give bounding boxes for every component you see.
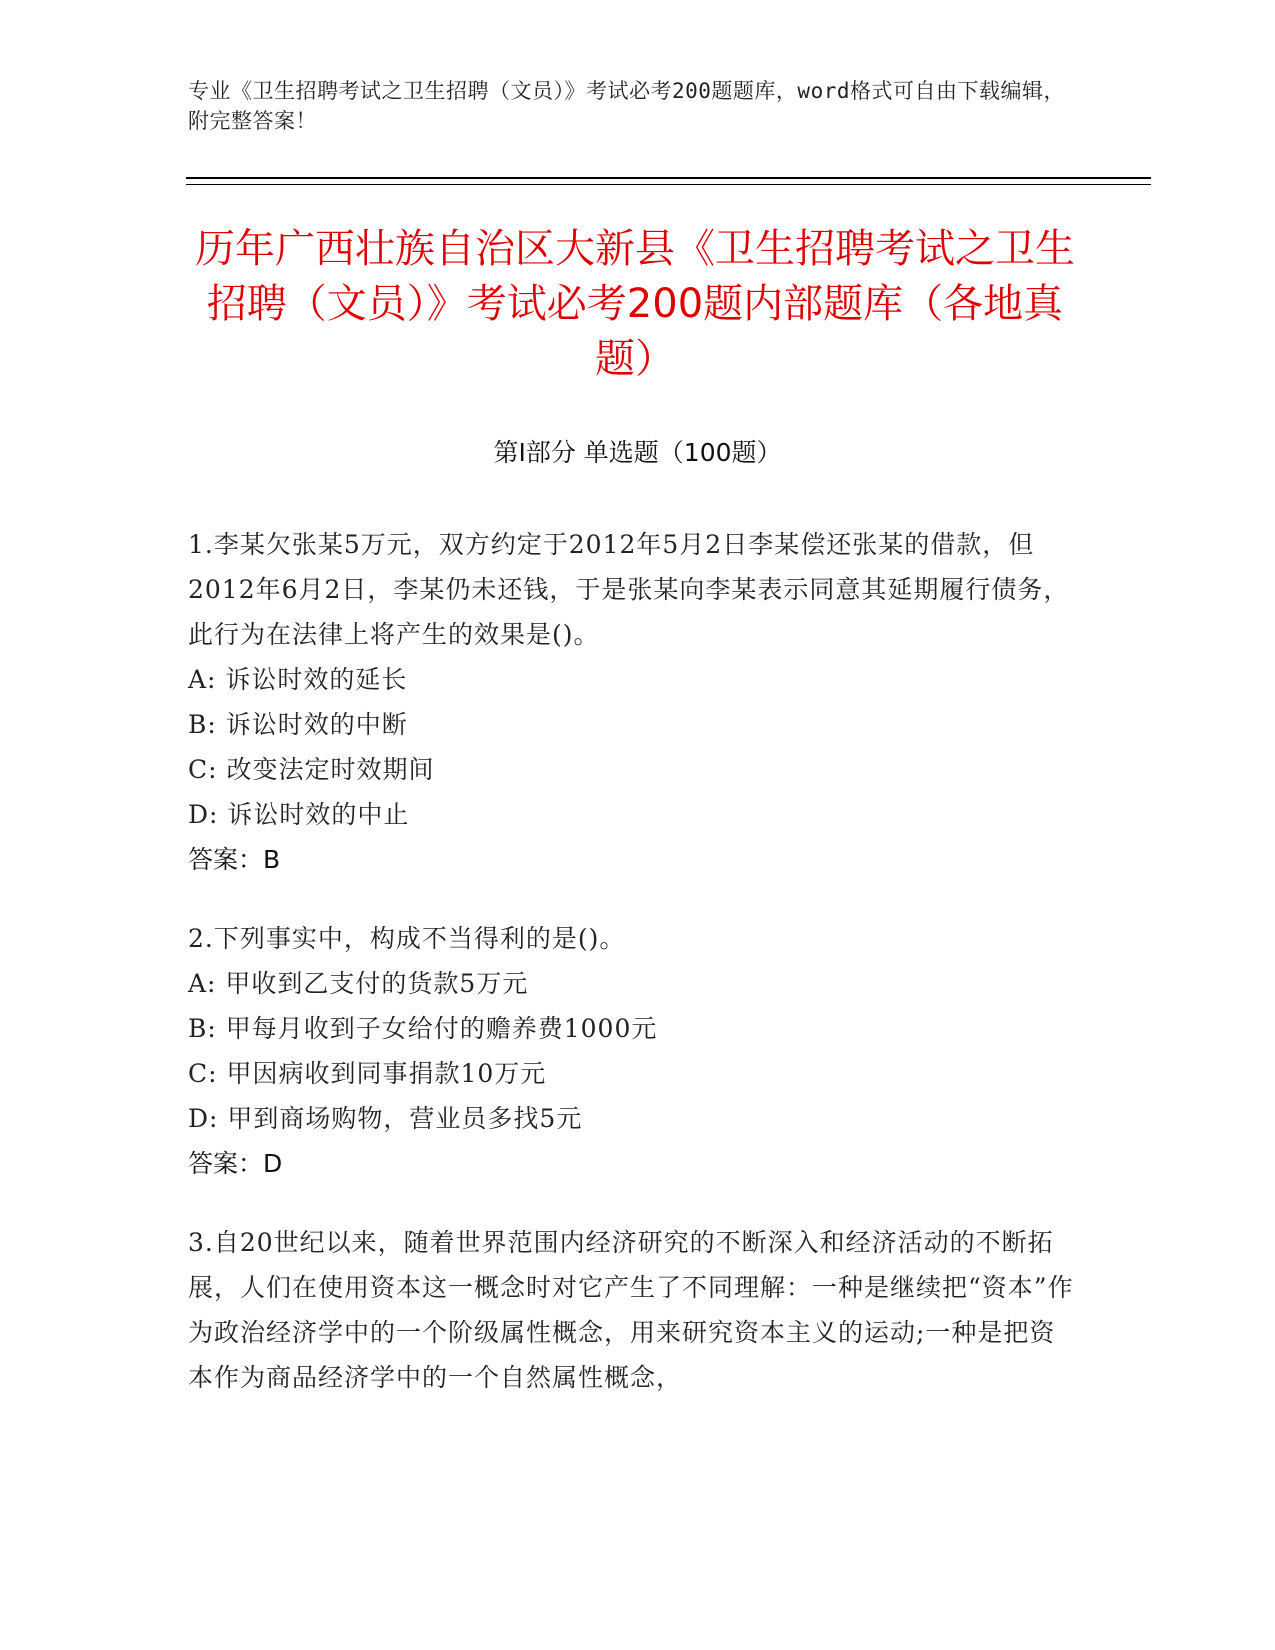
header-rule-thin	[186, 184, 1151, 185]
question-1	[188, 522, 1078, 882]
question-stem: 1.李某欠张某5万元，双方约定于2012年5月2日李某偿还张某的借款，但2012年6月2日，李某仍未还钱，于是张某向李某表示同意其延期履行债务，此行为在法律上将产生的效果是()。	[188, 530, 1070, 649]
option-d: D: 甲到商场购物，营业员多找5元	[188, 1104, 583, 1133]
option-d: D: 诉讼时效的中止	[188, 800, 410, 829]
option-c: C: 改变法定时效期间	[188, 755, 435, 784]
answer-line: 答案：D	[188, 1149, 283, 1178]
header-rule-thick	[186, 177, 1151, 179]
option-b: B: 甲每月收到子女给付的赡养费1000元	[188, 1014, 658, 1043]
option-a: A: 诉讼时效的延长	[188, 665, 408, 694]
question-stem: 2.下列事实中，构成不当得利的是()。	[188, 924, 626, 953]
section-heading: 第I部分 单选题（100题）	[493, 438, 782, 467]
document-title: 历年广西壮族自治区大新县《卫生招聘考试之卫生招聘（文员）》考试必考200题内部题库（各地真题）	[195, 226, 1075, 382]
question-2	[188, 916, 1078, 1186]
answer-line: 答案：B	[188, 845, 281, 874]
option-a: A: 甲收到乙支付的货款5万元	[188, 969, 529, 998]
header-note: 专业《卫生招聘考试之卫生招聘（文员）》考试必考200题题库，word格式可自由下载编辑，附完整答案！	[188, 79, 1065, 133]
question-stem: 3.自20世纪以来，随着世界范围内经济研究的不断深入和经济活动的不断拓展，人们在使用资本这一概念时对它产生了不同理解：一种是继续把“资本”作为政治经济学中的一个阶级属性概念，用来研究资本主义的运动;一种是把资本作为商品经济学中的一个自然属性概念，	[188, 1228, 1074, 1392]
option-b: B: 诉讼时效的中断	[188, 710, 408, 739]
question-list	[188, 522, 1078, 1434]
option-c: C: 甲因病收到同事捐款10万元	[188, 1059, 547, 1088]
question-3	[188, 1220, 1078, 1400]
